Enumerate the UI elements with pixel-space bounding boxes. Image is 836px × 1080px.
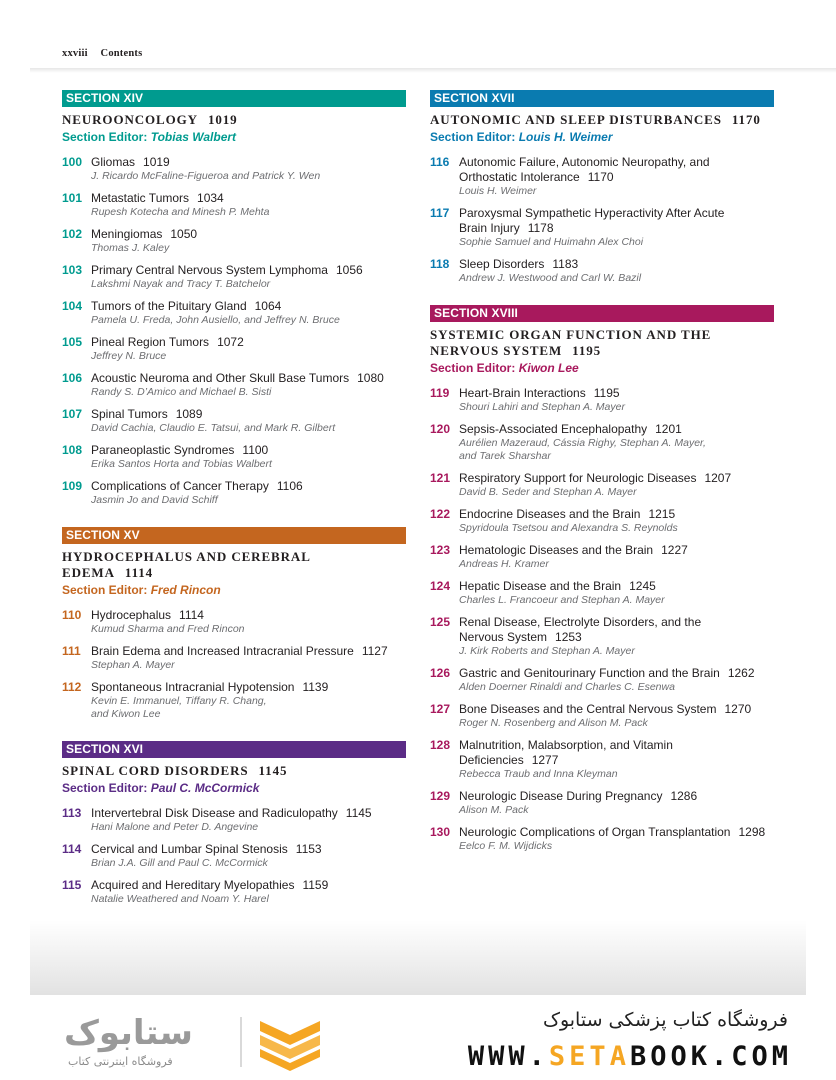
chapter-page: 1072 xyxy=(217,335,244,349)
chapter-title-text: Neurologic Complications of Organ Transplantation xyxy=(459,825,731,839)
chapter-number: 124 xyxy=(430,579,451,593)
header-rule xyxy=(30,68,836,73)
chapter-page: 1270 xyxy=(724,702,752,716)
url-suffix: BOOK.COM xyxy=(629,1041,792,1072)
section-title-text: SYSTEMIC ORGAN FUNCTION AND THE NERVOUS SYSTEM xyxy=(430,327,712,358)
chapter-body xyxy=(91,191,406,219)
chapter-title-text: Malnutrition, Malabsorption, and Vitamin Deficiencies xyxy=(459,738,673,767)
chapter-number: 117 xyxy=(430,206,450,220)
chapter-number: 109 xyxy=(62,479,83,493)
chapter-entry xyxy=(62,155,406,183)
chapter-page: 1253 xyxy=(555,630,582,644)
section-title-text: SPINAL CORD DISORDERS xyxy=(62,763,249,778)
bottom-shade xyxy=(30,920,806,995)
shop-url xyxy=(468,1041,792,1072)
chapter-number: 116 xyxy=(430,155,450,169)
chapter-entry xyxy=(430,507,774,535)
chapter-number: 104 xyxy=(62,299,83,313)
chapter-page: 1145 xyxy=(345,806,372,820)
chapter-title xyxy=(459,257,774,272)
chapter-title-text: Complications of Cancer Therapy xyxy=(91,479,269,493)
chapter-body xyxy=(459,579,774,607)
chapter-authors: J. Ricardo McFaline-Figueroa and Patrick Y. Wen xyxy=(91,170,321,182)
chapter-page: 1207 xyxy=(704,471,732,485)
chapter-page: 1227 xyxy=(661,543,688,557)
chapter-number: 107 xyxy=(62,407,83,421)
section-editor-name: Tobias Walbert xyxy=(150,130,237,144)
chapter-page: 1201 xyxy=(655,422,682,436)
chapter-title xyxy=(91,191,406,206)
chapter-authors: Jasmin Jo and David Schiff xyxy=(91,494,218,506)
chapter-title-text: Sleep Disorders xyxy=(459,257,545,271)
chapter-number: 130 xyxy=(430,825,451,839)
section-editor-name: Kiwon Lee xyxy=(518,361,579,375)
chapter-number: 112 xyxy=(62,680,82,694)
chapter-entry xyxy=(430,738,774,781)
chapter-body xyxy=(459,422,774,463)
chapter-title xyxy=(459,666,774,681)
right-column xyxy=(430,90,774,873)
section-title-text: HYDROCEPHALUS AND CEREBRAL EDEMA xyxy=(62,549,311,580)
chapter-authors: Alden Doerner Rinaldi and Charles C. Esenwa xyxy=(459,681,675,693)
chapter-entry xyxy=(430,579,774,607)
chapter-body xyxy=(91,299,406,327)
chapter-authors: Rupesh Kotecha and Minesh P. Mehta xyxy=(91,206,270,218)
chapter-title xyxy=(91,842,406,857)
url-accent: SETA xyxy=(548,1041,630,1072)
chapter-title-text: Spontaneous Intracranial Hypotension xyxy=(91,680,295,694)
chapter-page: 1153 xyxy=(295,842,322,856)
chapter-entry xyxy=(430,702,774,730)
chapter-body xyxy=(459,386,774,414)
chapter-title-text: Respiratory Support for Neurologic Diseases xyxy=(459,471,697,485)
section-title-page: 1195 xyxy=(572,343,602,358)
chapter-entry xyxy=(430,789,774,817)
chapter-title-text: Hepatic Disease and the Brain xyxy=(459,579,622,593)
chapter-authors: Andreas H. Kramer xyxy=(459,558,549,570)
chapter-authors: Stephan A. Mayer xyxy=(91,659,175,671)
chapter-number: 113 xyxy=(62,806,82,820)
chapter-page: 1100 xyxy=(242,443,269,457)
section-editor xyxy=(430,130,774,145)
chapter-page: 1262 xyxy=(727,666,755,680)
chapter-entry xyxy=(430,206,774,249)
section-title xyxy=(62,112,406,128)
chapter-authors: Thomas J. Kaley xyxy=(91,242,170,254)
section-editor-prefix: Section Editor: xyxy=(62,781,148,795)
chapter-title-text: Acquired and Hereditary Myelopathies xyxy=(91,878,295,892)
chapter-title xyxy=(91,608,406,623)
section-title-page: 1145 xyxy=(258,763,288,778)
section-title-page: 1170 xyxy=(731,112,761,127)
section-editor xyxy=(62,781,406,796)
chapter-body xyxy=(91,842,406,870)
chapter-entry xyxy=(62,806,406,834)
section-editor-prefix: Section Editor: xyxy=(430,361,516,375)
chapter-title-text: Tumors of the Pituitary Gland xyxy=(91,299,247,313)
chapter-number: 106 xyxy=(62,371,83,385)
header-title: Contents xyxy=(100,48,143,59)
toc-section xyxy=(62,90,406,507)
chapter-entry xyxy=(62,191,406,219)
section-editor-name: Fred Rincon xyxy=(150,583,221,597)
running-header xyxy=(62,48,142,59)
chapter-authors: Pamela U. Freda, John Ausiello, and Jeffrey N. Bruce xyxy=(91,314,340,326)
chapter-title-text: Brain Edema and Increased Intracranial Pressure xyxy=(91,644,354,658)
chapter-page: 1106 xyxy=(276,479,303,493)
chapter-number: 126 xyxy=(430,666,451,680)
chapter-entry xyxy=(430,543,774,571)
chapter-page: 1170 xyxy=(587,170,614,184)
section-editor-name: Louis H. Weimer xyxy=(518,130,613,144)
logo-wordmark: ستابوک xyxy=(64,1013,193,1053)
chapter-title xyxy=(459,825,774,840)
chapter-number: 128 xyxy=(430,738,451,752)
chapter-number: 108 xyxy=(62,443,83,457)
chapter-title-text: Acoustic Neuroma and Other Skull Base Tumors xyxy=(91,371,350,385)
section-label-bar: SECTION XV xyxy=(62,527,406,544)
chapter-title-text: Autonomic Failure, Autonomic Neuropathy, and Orthostatic Intolerance xyxy=(459,155,710,184)
left-column xyxy=(62,90,406,926)
chapter-title-text: Primary Central Nervous System Lymphoma xyxy=(91,263,328,277)
chapter-title-text: Hematologic Diseases and the Brain xyxy=(459,543,654,557)
chapter-entry xyxy=(62,608,406,636)
chapter-authors: Hani Malone and Peter D. Angevine xyxy=(91,821,259,833)
chapter-page: 1178 xyxy=(527,221,554,235)
chapter-entry xyxy=(430,422,774,463)
chapter-title xyxy=(91,479,406,494)
chapter-page: 1019 xyxy=(143,155,170,169)
section-label-bar: SECTION XIV xyxy=(62,90,406,107)
chapter-page: 1114 xyxy=(179,608,204,622)
chapter-title-text: Neurologic Disease During Pregnancy xyxy=(459,789,663,803)
chapter-page: 1080 xyxy=(357,371,384,385)
chapter-body xyxy=(91,644,406,672)
chapter-body xyxy=(459,702,774,730)
chapter-page: 1286 xyxy=(670,789,698,803)
chapter-body xyxy=(91,155,406,183)
chapter-page: 1050 xyxy=(170,227,198,241)
chapter-page: 1089 xyxy=(175,407,203,421)
chapter-title-text: Heart-Brain Interactions xyxy=(459,386,586,400)
chapter-title-text: Pineal Region Tumors xyxy=(91,335,210,349)
chapter-number: 123 xyxy=(430,543,451,557)
chapter-entry xyxy=(62,299,406,327)
chapter-title-text: Intervertebral Disk Disease and Radiculopathy xyxy=(91,806,338,820)
chapter-title xyxy=(459,579,774,594)
toc-section xyxy=(430,305,774,853)
chapter-entry xyxy=(430,257,774,285)
chapter-page: 1034 xyxy=(197,191,224,205)
chapter-page: 1298 xyxy=(738,825,766,839)
chapter-title xyxy=(91,878,406,893)
chapter-title xyxy=(91,407,406,422)
chapter-entry xyxy=(62,479,406,507)
chapter-authors: Sophie Samuel and Huimahn Alex Choi xyxy=(459,236,644,248)
section-label-bar: SECTION XVII xyxy=(430,90,774,107)
chapter-title-text: Hydrocephalus xyxy=(91,608,172,622)
chapter-title xyxy=(459,543,774,558)
url-prefix: WWW. xyxy=(467,1041,549,1072)
chapter-authors: Spyridoula Tsetsou and Alexandra S. Reynolds xyxy=(459,522,678,534)
chapter-page: 1215 xyxy=(648,507,676,521)
chapter-body xyxy=(91,443,406,471)
section-editor-name: Paul C. McCormick xyxy=(150,781,260,795)
book-stack-icon xyxy=(255,1015,325,1071)
toc-section xyxy=(62,527,406,721)
setabook-logo xyxy=(62,1013,262,1073)
chapter-authors: Erika Santos Horta and Tobias Walbert xyxy=(91,458,272,470)
chapter-entry xyxy=(430,825,774,853)
chapter-number: 122 xyxy=(430,507,451,521)
chapter-page: 1195 xyxy=(593,386,620,400)
section-title-page: 1114 xyxy=(124,565,154,580)
chapter-authors: David B. Seder and Stephan A. Mayer xyxy=(459,486,637,498)
chapter-authors: Rebecca Traub and Inna Kleyman xyxy=(459,768,618,780)
chapter-entry xyxy=(62,227,406,255)
chapter-body xyxy=(459,155,774,198)
chapter-page: 1245 xyxy=(629,579,656,593)
chapter-body xyxy=(91,227,406,255)
section-title-text: NEUROONCOLOGY xyxy=(62,112,198,127)
chapter-title-text: Gliomas xyxy=(91,155,136,169)
chapter-authors: Alison M. Pack xyxy=(459,804,529,816)
section-label-bar: SECTION XVI xyxy=(62,741,406,758)
chapter-authors: Randy S. D’Amico and Michael B. Sisti xyxy=(91,386,272,398)
chapter-entry xyxy=(62,680,406,721)
chapter-title xyxy=(459,738,774,768)
chapter-body xyxy=(91,335,406,363)
chapter-page: 1064 xyxy=(254,299,282,313)
chapter-number: 102 xyxy=(62,227,83,241)
chapter-entry xyxy=(62,443,406,471)
section-editor-prefix: Section Editor: xyxy=(62,583,148,597)
chapter-body xyxy=(459,825,774,853)
chapter-title xyxy=(459,206,774,236)
section-editor xyxy=(62,583,406,598)
chapter-authors: Brian J.A. Gill and Paul C. McCormick xyxy=(91,857,268,869)
chapter-title xyxy=(91,371,406,386)
chapter-title xyxy=(91,443,406,458)
chapter-title xyxy=(459,471,774,486)
chapter-page: 1183 xyxy=(552,257,579,271)
chapter-authors: Charles L. Francoeur and Stephan A. Mayer xyxy=(459,594,665,606)
chapter-page: 1159 xyxy=(302,878,329,892)
chapter-entry xyxy=(430,471,774,499)
chapter-title xyxy=(91,335,406,350)
chapter-title-text: Endocrine Diseases and the Brain xyxy=(459,507,641,521)
chapter-number: 100 xyxy=(62,155,83,169)
chapter-title xyxy=(91,644,406,659)
chapter-authors: Kevin E. Immanuel, Tiffany R. Chang, and Kiwon Lee xyxy=(91,695,267,720)
page-number: xxviii xyxy=(62,48,88,59)
chapter-entry xyxy=(62,407,406,435)
chapter-body xyxy=(459,257,774,285)
shop-name: فروشگاه کتاب پزشکی ستابوک xyxy=(542,1009,788,1031)
chapter-body xyxy=(459,507,774,535)
chapter-number: 111 xyxy=(62,644,81,658)
chapter-title xyxy=(91,227,406,242)
chapter-title xyxy=(459,386,774,401)
chapter-number: 129 xyxy=(430,789,451,803)
chapter-authors: Kumud Sharma and Fred Rincon xyxy=(91,623,245,635)
chapter-authors: Louis H. Weimer xyxy=(459,185,537,197)
logo-divider xyxy=(240,1017,242,1067)
chapter-title-text: Renal Disease, Electrolyte Disorders, and the Nervous System xyxy=(459,615,702,644)
chapter-body xyxy=(459,789,774,817)
chapter-number: 120 xyxy=(430,422,451,436)
chapter-body xyxy=(91,371,406,399)
chapter-authors: J. Kirk Roberts and Stephan A. Mayer xyxy=(459,645,635,657)
chapter-title-text: Metastatic Tumors xyxy=(91,191,190,205)
chapter-title xyxy=(459,702,774,717)
chapter-body xyxy=(91,263,406,291)
chapter-number: 101 xyxy=(62,191,83,205)
chapter-title-text: Bone Diseases and the Central Nervous System xyxy=(459,702,717,716)
chapter-entry xyxy=(430,615,774,658)
chapter-title xyxy=(91,155,406,170)
chapter-number: 114 xyxy=(62,842,82,856)
chapter-authors: Shouri Lahiri and Stephan A. Mayer xyxy=(459,401,625,413)
section-title-text: AUTONOMIC AND SLEEP DISTURBANCES xyxy=(430,112,722,127)
section-editor xyxy=(62,130,406,145)
chapter-title-text: Sepsis-Associated Encephalopathy xyxy=(459,422,648,436)
chapter-authors: Roger N. Rosenberg and Alison M. Pack xyxy=(459,717,648,729)
chapter-entry xyxy=(430,155,774,198)
logo-subtitle: فروشگاه اینترنتی کتاب xyxy=(68,1055,173,1068)
chapter-number: 119 xyxy=(430,386,450,400)
chapter-body xyxy=(459,666,774,694)
chapter-number: 125 xyxy=(430,615,451,629)
chapter-entry xyxy=(62,335,406,363)
chapter-title xyxy=(459,615,774,645)
chapter-number: 121 xyxy=(430,471,451,485)
section-title xyxy=(62,763,406,779)
chapter-title xyxy=(459,789,774,804)
chapter-entry xyxy=(62,263,406,291)
chapter-entry xyxy=(430,386,774,414)
chapter-body xyxy=(459,615,774,658)
chapter-page: 1139 xyxy=(302,680,329,694)
chapter-page: 1127 xyxy=(361,644,388,658)
chapter-number: 115 xyxy=(62,878,82,892)
chapter-entry xyxy=(62,878,406,906)
chapter-body xyxy=(459,738,774,781)
chapter-title-text: Paraneoplastic Syndromes xyxy=(91,443,235,457)
section-editor xyxy=(430,361,774,376)
chapter-authors: Natalie Weathered and Noam Y. Harel xyxy=(91,893,269,905)
section-editor-prefix: Section Editor: xyxy=(430,130,516,144)
chapter-body xyxy=(91,878,406,906)
toc-section xyxy=(62,741,406,906)
section-title xyxy=(430,327,774,359)
chapter-title xyxy=(91,806,406,821)
chapter-title xyxy=(459,507,774,522)
chapter-entry xyxy=(62,842,406,870)
chapter-authors: Lakshmi Nayak and Tracy T. Batchelor xyxy=(91,278,271,290)
chapter-number: 118 xyxy=(430,257,450,271)
chapter-title-text: Gastric and Genitourinary Function and the Brain xyxy=(459,666,720,680)
chapter-title xyxy=(91,263,406,278)
chapter-authors: Jeffrey N. Bruce xyxy=(91,350,167,362)
chapter-authors: Andrew J. Westwood and Carl W. Bazil xyxy=(459,272,642,284)
section-title xyxy=(430,112,774,128)
chapter-number: 127 xyxy=(430,702,451,716)
chapter-authors: Aurélien Mazeraud, Cássia Righy, Stephan A. Mayer, and Tarek Sharshar xyxy=(459,437,706,462)
chapter-title-text: Cervical and Lumbar Spinal Stenosis xyxy=(91,842,288,856)
chapter-number: 103 xyxy=(62,263,83,277)
footer-banner xyxy=(0,995,836,1080)
section-editor-prefix: Section Editor: xyxy=(62,130,148,144)
chapter-body xyxy=(91,479,406,507)
chapter-page: 1277 xyxy=(531,753,559,767)
chapter-body xyxy=(91,407,406,435)
chapter-body xyxy=(91,806,406,834)
chapter-entry xyxy=(430,666,774,694)
chapter-body xyxy=(459,206,774,249)
section-title xyxy=(62,549,406,581)
chapter-title-text: Spinal Tumors xyxy=(91,407,168,421)
chapter-entry xyxy=(62,371,406,399)
chapter-body xyxy=(91,608,406,636)
chapter-title xyxy=(459,155,774,185)
chapter-page: 1056 xyxy=(335,263,363,277)
chapter-title xyxy=(91,680,406,695)
chapter-number: 105 xyxy=(62,335,83,349)
chapter-title-text: Meningiomas xyxy=(91,227,163,241)
chapter-authors: David Cachia, Claudio E. Tatsui, and Mark R. Gilbert xyxy=(91,422,336,434)
section-label-bar: SECTION XVIII xyxy=(430,305,774,322)
chapter-title xyxy=(91,299,406,314)
section-title-page: 1019 xyxy=(207,112,238,127)
chapter-body xyxy=(459,543,774,571)
chapter-title-text: Paroxysmal Sympathetic Hyperactivity After Acute Brain Injury xyxy=(459,206,725,235)
chapter-authors: Eelco F. M. Wijdicks xyxy=(459,840,553,852)
chapter-entry xyxy=(62,644,406,672)
toc-section xyxy=(430,90,774,285)
chapter-title xyxy=(459,422,774,437)
chapter-body xyxy=(459,471,774,499)
chapter-body xyxy=(91,680,406,721)
chapter-number: 110 xyxy=(62,608,82,622)
